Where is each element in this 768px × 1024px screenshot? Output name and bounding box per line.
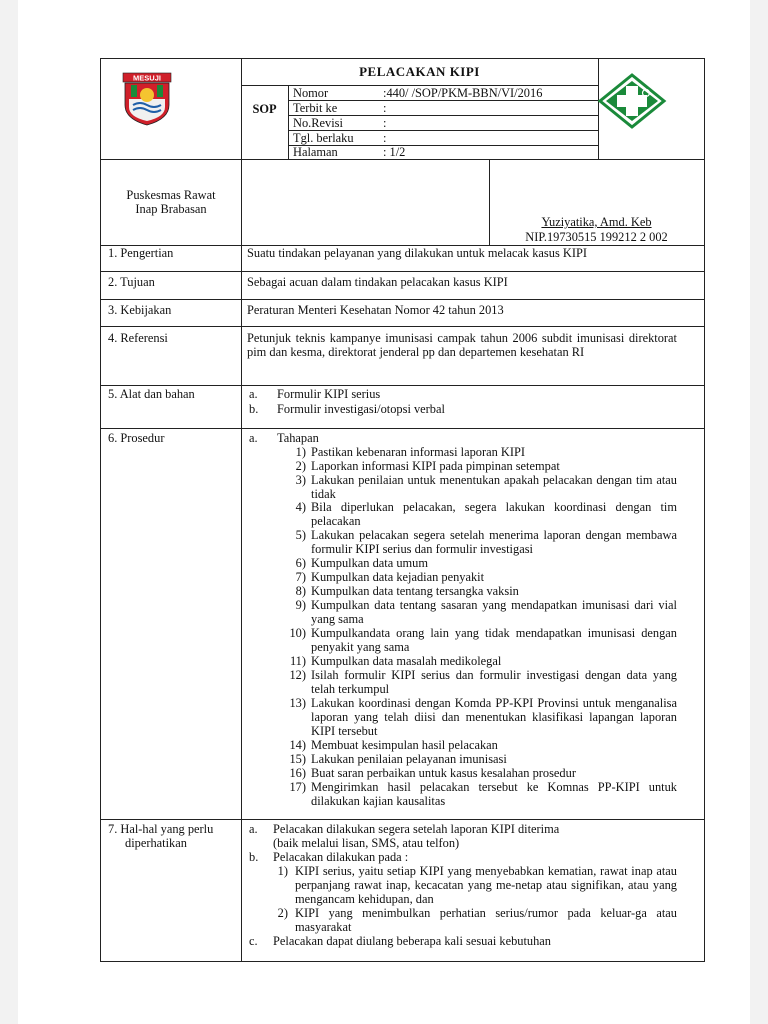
sub-item-number: 2) [277,906,288,920]
step-number: 15) [289,752,306,766]
step-text: Kumpulkan data tentang tersangka vaksin [311,584,519,598]
step-text: Bila diperlukan pelacakan, segera lakukan koordinasi dengan tim pelacakan [311,500,677,528]
sop-label: SOP [252,102,277,116]
puskesmas-logo [597,73,667,129]
step-number: 5) [295,528,306,542]
step-text: Buat saran perbaikan untuk kasus kesalahan prosedur [311,766,576,780]
section-label-referensi: 4. Referensi [108,331,168,345]
step-text: Lakukan pelacakan segera setelah menerima laporan dengan membawa formulir KIPI serius dan formulir investigasi [311,528,677,556]
section-text-referensi: Petunjuk teknis kampanye imunisasi campak tahun 2006 subdit imunisasi direktorat pim dan kesma, direktorat jenderal pp dan departemen kesehatan RI [247,331,677,359]
step-text: Kumpulkan data kejadian penyakit [311,570,485,584]
step-number: 10) [289,626,306,640]
meta-value: : [383,101,387,115]
sub-item-text: KIPI yang menimbulkan perhatian serius/rumor pada keluar-ga atau masyarakat [295,906,677,934]
section-label-prosedur: 6. Prosedur [108,431,165,445]
signer-nip: NIP.19730515 199212 2 002 [525,230,668,244]
puskesmas-cross-icon [597,73,667,129]
list-item: Formulir investigasi/otopsi verbal [277,402,445,416]
step-text: Kumpulkandata orang lain yang tidak mendapatkan imunisasi dengan penyakit yang sama [311,626,677,654]
list-marker: b. [249,850,259,864]
list-marker: c. [249,934,258,948]
section-label-hal-line2: diperhatikan [125,836,187,850]
step-text: Isilah formulir KIPI serius dan formulir investigasi dengan data yang telah terkumpul [311,668,677,696]
sub-item-text: KIPI serius, yaitu setiap KIPI yang menyebabkan kematian, rawat inap atau perpanjang rawat inap, kecacatan yang me-netap atau signifikan, atau yang mengancam kehidupan, dan [295,864,677,906]
step-text: Lakukan koordinasi dengan Komda PP-KPI Provinsi untuk menganalisa laporan yang telah diisi dan menentukan klasifikasi lapangan laporan KIPI tersebut [311,696,677,738]
org-name-line2: Inap Brabasan [135,202,207,216]
hal-b-text: Pelacakan dilakukan pada : [273,850,409,864]
step-number: 3) [295,473,306,487]
meta-label: Terbit ke [293,101,338,115]
section-label-hal-line1: 7. Hal-hal yang perlu [108,822,214,836]
prosedur-heading: Tahapan [277,431,319,445]
step-number: 16) [289,766,306,780]
step-text: Pastikan kebenaran informasi laporan KIPI [311,445,526,459]
step-number: 13) [289,696,306,710]
step-text: Lakukan penilaian pelayanan imunisasi [311,752,507,766]
meta-label: Halaman [293,145,338,159]
svg-text:MESUJI: MESUJI [133,73,161,83]
hal-c-text: Pelacakan dapat diulang beberapa kali sesuai kebutuhan [273,934,551,948]
step-text: Kumpulkan data masalah medikolegal [311,654,502,668]
step-number: 7) [295,570,306,584]
document-title: PELACAKAN KIPI [359,64,480,79]
signer-name: Yuziyatika, Amd. Keb [541,215,652,229]
step-number: 14) [289,738,306,752]
step-number: 17) [289,780,306,794]
list-marker: a. [249,822,258,836]
step-number: 12) [289,668,306,682]
step-number: 6) [295,556,306,570]
step-number: 8) [295,584,306,598]
document-page [18,0,750,1024]
meta-label: No.Revisi [293,116,343,130]
meta-label: Nomor [293,86,329,100]
sub-item-number: 1) [277,864,288,878]
step-number: 11) [289,654,306,668]
step-text: Kumpulkan data tentang sasaran yang mendapatkan imunisasi dari vial yang sama [311,598,677,626]
col-divider [241,59,242,961]
list-marker: a. [249,387,258,401]
section-label-alat: 5. Alat dan bahan [108,387,195,401]
section-label-kebijakan: 3. Kebijakan [108,303,172,317]
step-number: 2) [295,459,306,473]
section-text-kebijakan: Peraturan Menteri Kesehatan Nomor 42 tahun 2013 [247,303,504,317]
mesuji-emblem-icon [119,71,175,127]
hal-a-line1: Pelacakan dilakukan segera setelah laporan KIPI diterima [273,822,560,836]
section-text-tujuan: Sebagai acuan dalam tindakan pelacakan kasus KIPI [247,275,508,289]
sop-col-divider [288,85,289,159]
meta-value: : [383,116,387,130]
meta-value: : 1/2 [383,145,406,159]
sop-table [100,58,705,962]
step-text: Laporkan informasi KIPI pada pimpinan setempat [311,459,560,473]
step-number: 4) [295,500,306,514]
section-label-tujuan: 2. Tujuan [108,275,155,289]
section-text-pengertian: Suatu tindakan pelayanan yang dilakukan untuk melacak kasus KIPI [247,246,587,260]
list-marker: a. [249,431,258,445]
step-text: Lakukan penilaian untuk menentukan apakah pelacakan dengan tim atau tidak [311,473,677,501]
meta-value: : [383,131,387,145]
mesuji-logo [119,71,175,127]
list-marker: b. [249,402,259,416]
step-text: Mengirimkan hasil pelacakan tersebut ke Komnas PP-KIPI untuk dilakukan kajian kausalitas [311,780,677,808]
meta-value: :440/ /SOP/PKM-BBN/VI/2016 [383,86,543,100]
step-number: 1) [295,445,306,459]
meta-label: Tgl. berlaku [293,131,354,145]
hal-a-line2: (baik melalui lisan, SMS, atau telfon) [273,836,460,850]
list-item: Formulir KIPI serius [277,387,381,401]
section-label-pengertian: 1. Pengertian [108,246,174,260]
step-number: 9) [295,598,306,612]
step-text: Membuat kesimpulan hasil pelacakan [311,738,498,752]
org-name-line1: Puskesmas Rawat [126,188,216,202]
step-text: Kumpulkan data umum [311,556,429,570]
